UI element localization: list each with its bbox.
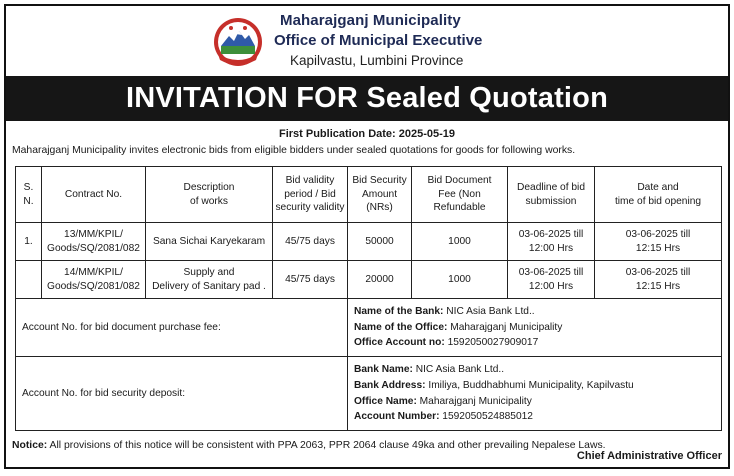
account-value: Imiliya, Buddhabhumi Municipality, Kapilvastu (425, 379, 634, 391)
account-line (354, 320, 715, 336)
header-bid-validity (273, 167, 348, 223)
header-opening (595, 167, 722, 223)
cell-line: 12:15 Hrs (635, 242, 681, 254)
account-info (348, 299, 722, 357)
header-bid-security (348, 167, 412, 223)
row-security: 20000 (348, 261, 412, 299)
location: Kapilvastu, Lumbini Province (290, 53, 464, 68)
header-contract-no (42, 167, 146, 223)
cell-line: Fee (Non (438, 188, 481, 200)
publication-date: First Publication Date: 2025-05-19 (278, 128, 456, 140)
header-document-fee (412, 167, 508, 223)
account-line (354, 362, 715, 378)
cell-line: N. (23, 195, 34, 207)
cell-line: 14/MM/KPIL/ (64, 266, 123, 278)
account-value: Maharajganj Municipality (416, 395, 532, 407)
account-value: 1592050524885012 (439, 411, 533, 423)
account-key: Account Number: (354, 411, 440, 423)
cell-line: Delivery of Sanitary pad . (152, 280, 266, 292)
cell-line: submission (525, 195, 577, 207)
cell-line: time of bid opening (614, 195, 702, 207)
account-line (354, 335, 715, 351)
cell-line: (NRs) (366, 202, 393, 214)
notice-frame (4, 4, 730, 469)
municipality-emblem-icon (212, 16, 264, 68)
org-name: Maharajganj Municipality (280, 12, 461, 29)
account-value: 1592050027909017 (444, 337, 539, 349)
cell-line: period / Bid (284, 188, 336, 200)
cell-line: Amount (361, 188, 398, 200)
cell-line: Refundable (433, 202, 486, 214)
row-opening (595, 261, 722, 299)
cell-line: Description (183, 181, 235, 193)
row-deadline (508, 223, 595, 261)
cell-line: Date and (637, 181, 679, 193)
account-line (354, 409, 715, 425)
header-description (146, 167, 273, 223)
cell-line: of works (190, 195, 228, 207)
account-value: Maharajganj Municipality (447, 321, 563, 333)
cell-line: Contract No. (64, 188, 123, 200)
account-key: Bank Name: (354, 363, 413, 375)
header (6, 6, 728, 76)
row-validity: 45/75 days (273, 261, 348, 299)
account-key: Bank Address: (354, 379, 426, 391)
cell-line: Goods/SQ/2081/082 (47, 242, 140, 254)
cell-line: 03-06-2025 till (625, 266, 691, 278)
header-sn (16, 167, 42, 223)
account-row-document-fee (16, 299, 722, 357)
account-label: Account No. for bid document purchase fee: (16, 299, 348, 357)
account-line (354, 394, 715, 410)
cell-line: Supply and (183, 266, 235, 278)
cell-line: 12:15 Hrs (635, 280, 681, 292)
row-description (146, 261, 273, 299)
row-doc-fee: 1000 (412, 261, 508, 299)
row-security: 50000 (348, 223, 412, 261)
office-name: Office of Municipal Executive (274, 32, 483, 49)
intro-text: Maharajganj Municipality invites electronic bids from eligible bidders under sealed quotations for goods for following works. (12, 145, 576, 156)
account-row-security-deposit (16, 357, 722, 431)
table-row (16, 223, 722, 261)
notice-body: All provisions of this notice will be consistent with PPA 2063, PPR 2064 clause 49ka and other prevailing Nepalese Laws. (47, 440, 606, 451)
signature: Chief Administrative Officer (576, 450, 722, 462)
row-deadline (508, 261, 595, 299)
bid-table (15, 166, 722, 431)
cell-line: security validity (275, 202, 345, 214)
cell-line: Bid validity (285, 174, 335, 186)
account-key: Office Account no: (354, 337, 445, 349)
cell-line: Bid Security (352, 174, 407, 186)
cell-line: S. (23, 181, 34, 193)
table-row (16, 261, 722, 299)
cell-line: Deadline of bid (517, 181, 585, 193)
row-contract-no (42, 261, 146, 299)
row-sn: 1. (16, 223, 42, 261)
table-header-row (16, 167, 722, 223)
cell-line: Sana Sichai Karyekaram (152, 235, 266, 247)
title-banner: INVITATION FOR Sealed Quotation (6, 76, 728, 121)
cell-line: 03-06-2025 till (518, 266, 584, 278)
row-opening (595, 223, 722, 261)
row-description (146, 223, 273, 261)
notice-text (12, 440, 606, 451)
account-info (348, 357, 722, 431)
cell-line: 13/MM/KPIL/ (64, 228, 123, 240)
row-sn (16, 261, 42, 299)
cell-line: Bid Document (427, 174, 492, 186)
row-doc-fee: 1000 (412, 223, 508, 261)
row-validity: 45/75 days (273, 223, 348, 261)
row-contract-no (42, 223, 146, 261)
cell-line: Goods/SQ/2081/082 (47, 280, 140, 292)
account-line (354, 304, 715, 320)
account-key: Office Name: (354, 395, 417, 407)
account-value: NIC Asia Bank Ltd.. (443, 305, 535, 317)
header-deadline (508, 167, 595, 223)
cell-line: 12:00 Hrs (528, 242, 574, 254)
cell-line: 03-06-2025 till (625, 228, 691, 240)
cell-line: 03-06-2025 till (518, 228, 584, 240)
account-label: Account No. for bid security deposit: (16, 357, 348, 431)
cell-line: 12:00 Hrs (528, 280, 574, 292)
account-key: Name of the Office: (354, 321, 448, 333)
account-line (354, 378, 715, 394)
notice-label: Notice: (12, 440, 48, 451)
account-value: NIC Asia Bank Ltd.. (412, 363, 505, 375)
account-key: Name of the Bank: (354, 305, 444, 317)
